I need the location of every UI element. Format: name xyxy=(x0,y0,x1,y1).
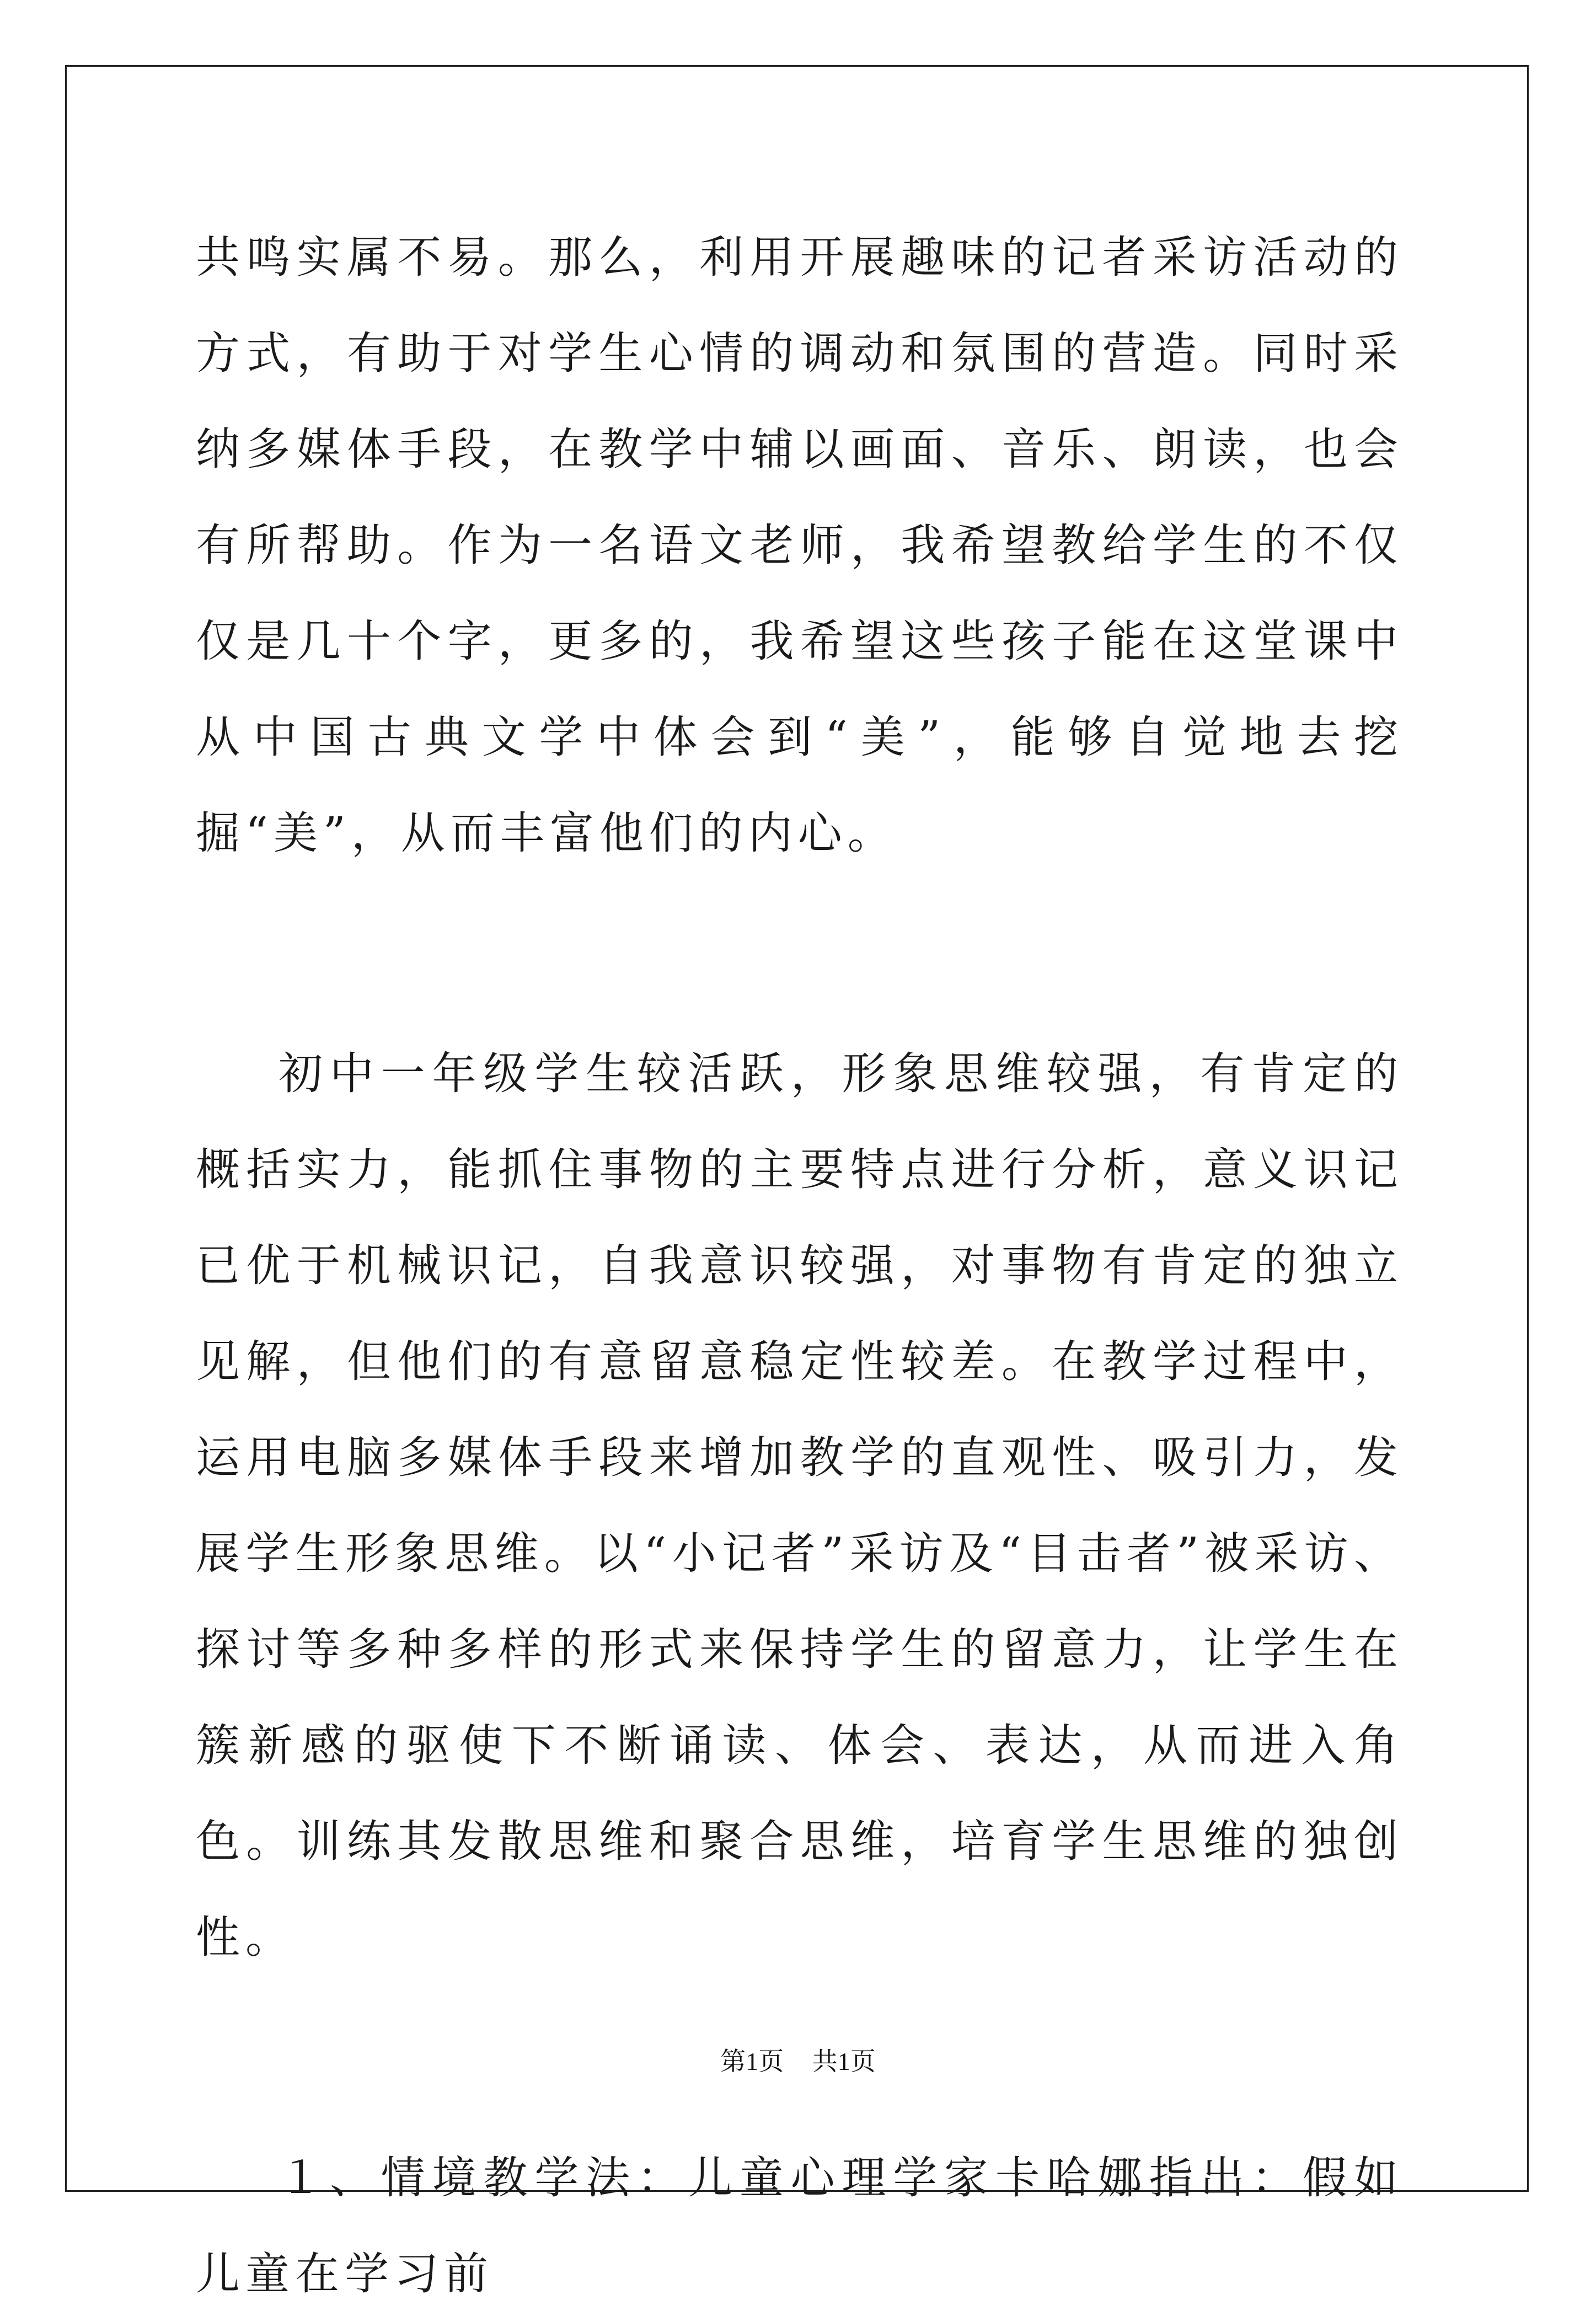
paragraph-student-analysis: 初中一年级学生较活跃，形象思维较强，有肯定的概括实力，能抓住事物的主要特点进行分析，意义识记已优于机械识记，自我意识较强，对事物有肯定的独立见解，但他们的有意留意稳定性较差。在教学过程中，运用电脑多媒体手段来增加教学的直观性、吸引力，发展学生形象思维。以“小记者”采访及“目击者”被采访、探讨等多种多样的形式来保持学生的留意力，让学生在簇新感的驱使下不断诵读、体会、表达，从而进入角色。训练其发散思维和聚合思维，培育学生思维的独创性。 xyxy=(196,1048,1404,1963)
page-number-current: 第1页 xyxy=(720,2047,784,2075)
paragraph-continuation: 共鸣实属不易。那么，利用开展趣味的记者采访活动的方式，有助于对学生心情的调动和氛围的营造。同时采纳多媒体手段，在教学中辅以画面、音乐、朗读，也会有所帮助。作为一名语文老师，我希望教给学生的不仅仅是几十个字，更多的，我希望这些孩子能在这堂课中从中国古典文学中体会到“美”，能够自觉地去挖掘“美”，从而丰富他们的内心。 xyxy=(196,232,1404,859)
paragraph-teaching-method: １、情境教学法：儿童心理学家卡哈娜指出：假如儿童在学习前 xyxy=(196,2152,1404,2299)
page-number-total: 共1页 xyxy=(812,2047,876,2075)
page-footer xyxy=(0,2045,1596,2078)
document-body xyxy=(196,210,1404,2322)
